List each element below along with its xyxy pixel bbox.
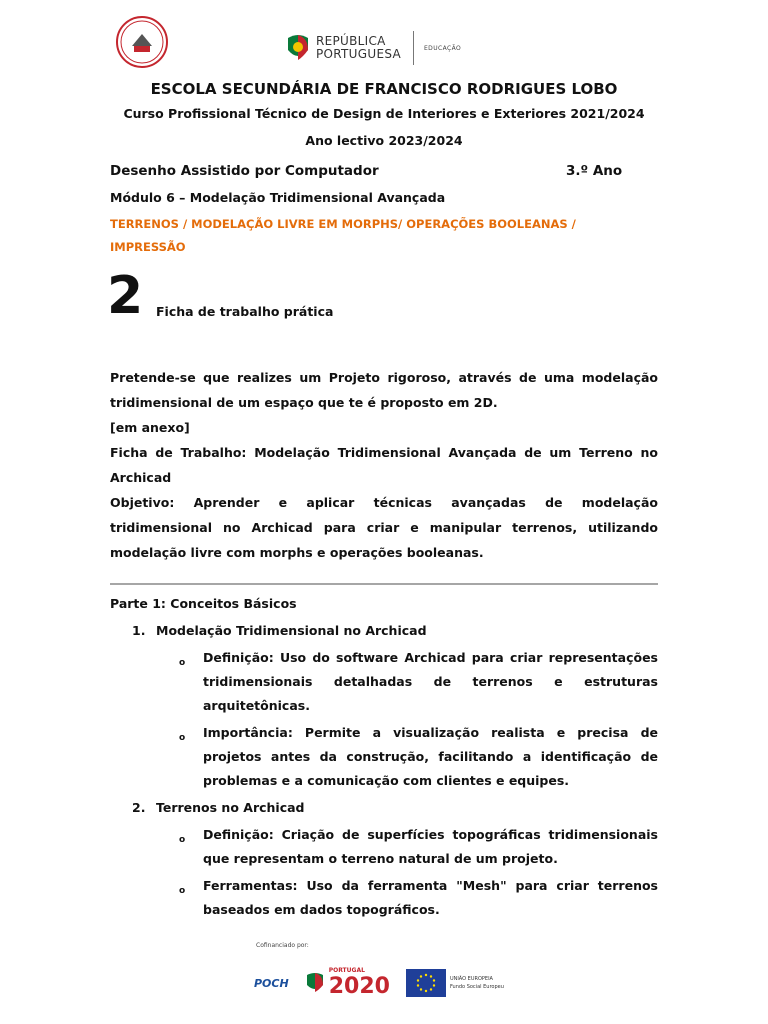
bullet-icon: o <box>179 835 186 845</box>
funding-logos <box>254 966 504 1000</box>
intro-worksheet: Ficha de Trabalho: Modelação Tridimensional Avançada de um Terreno no Archicad <box>110 445 658 485</box>
eu-line-2: Fundo Social Europeu <box>449 984 504 990</box>
module-title: Módulo 6 – Modelação Tridimensional Avançada <box>110 190 446 205</box>
eu-logo <box>406 969 504 997</box>
list-item: Importância: Permite a visualização realista e precisa de projetos antes da construção, facilitando a identificação de problemas e a comunicação com clientes e equipes. <box>203 725 658 788</box>
list-item-title: Modelação Tridimensional no Archicad <box>156 623 427 638</box>
school-name: ESCOLA SECUNDÁRIA DE FRANCISCO RODRIGUES LOBO <box>150 80 618 98</box>
eu-line-1: UNIÃO EUROPEIA <box>449 976 493 982</box>
sheet-label: Ficha de trabalho prática <box>156 304 334 319</box>
topics: TERRENOS / MODELAÇÃO LIVRE EM MORPHS/ OPERAÇÕES BOOLEANAS / IMPRESSÃO <box>110 217 576 254</box>
gov-ministry: EDUCAÇÃO <box>423 44 462 52</box>
gov-name <box>316 35 401 61</box>
portugal-text: PORTUGAL <box>328 967 365 974</box>
intro-objective: Objetivo: Aprender e aplicar técnicas avançadas de modelação tridimensional no Archicad para criar e manipular terrenos, utilizando modelação livre com morphs e operações booleanas. <box>110 495 658 560</box>
list-item: Definição: Criação de superfícies topográficas tridimensionais que representam o terreno natural de um projeto. <box>203 827 658 866</box>
subject: Desenho Assistido por Computador <box>110 163 379 179</box>
gov-divider <box>413 31 414 65</box>
eu-text <box>450 975 504 991</box>
school-year: Ano lectivo 2023/2024 <box>305 133 463 148</box>
poch-text: POCH <box>254 976 289 990</box>
poch-logo <box>254 977 289 990</box>
list-item: Ferramentas: Uso da ferramenta "Mesh" para criar terrenos baseados em dados topográficos. <box>203 878 658 917</box>
list-item-title: Terrenos no Archicad <box>156 800 305 815</box>
course-name: Curso Profissional Técnico de Design de Interiores e Exteriores 2021/2024 <box>123 106 645 121</box>
cofinanced-label: Cofinanciado por: <box>256 942 309 949</box>
list-number: 1. <box>132 623 146 638</box>
grade: 3.º Ano <box>566 163 623 179</box>
portugal-shield-icon <box>305 971 325 995</box>
portugal-2020-logo <box>305 967 390 999</box>
list-number: 2. <box>132 800 146 815</box>
bullet-icon: o <box>179 886 186 896</box>
list-item: Definição: Uso do software Archicad para criar representações tridimensionais detalhadas de terrenos e estruturas arquitetônicas. <box>203 650 658 713</box>
coat-of-arms-icon <box>286 32 310 64</box>
bullet-icon: o <box>179 733 186 743</box>
gov-line-2: PORTUGUESA <box>316 47 401 61</box>
divider <box>110 583 658 585</box>
school-logo <box>116 16 168 68</box>
intro-annex: [em anexo] <box>110 420 190 435</box>
intro-paragraph: Pretende-se que realizes um Projeto rigoroso, através de uma modelação tridimensional de um espaço que te é proposto em 2D. <box>110 370 658 410</box>
part1-heading: Parte 1: Conceitos Básicos <box>110 596 297 611</box>
gov-line-1: REPÚBLICA <box>316 34 386 48</box>
intro <box>110 365 658 565</box>
bullet-icon: o <box>179 658 186 668</box>
eu-flag-icon <box>406 969 446 997</box>
p2020-number: 2020 <box>328 974 390 999</box>
republica-portuguesa-logo <box>286 30 461 66</box>
sheet-number: 2 <box>107 266 144 326</box>
